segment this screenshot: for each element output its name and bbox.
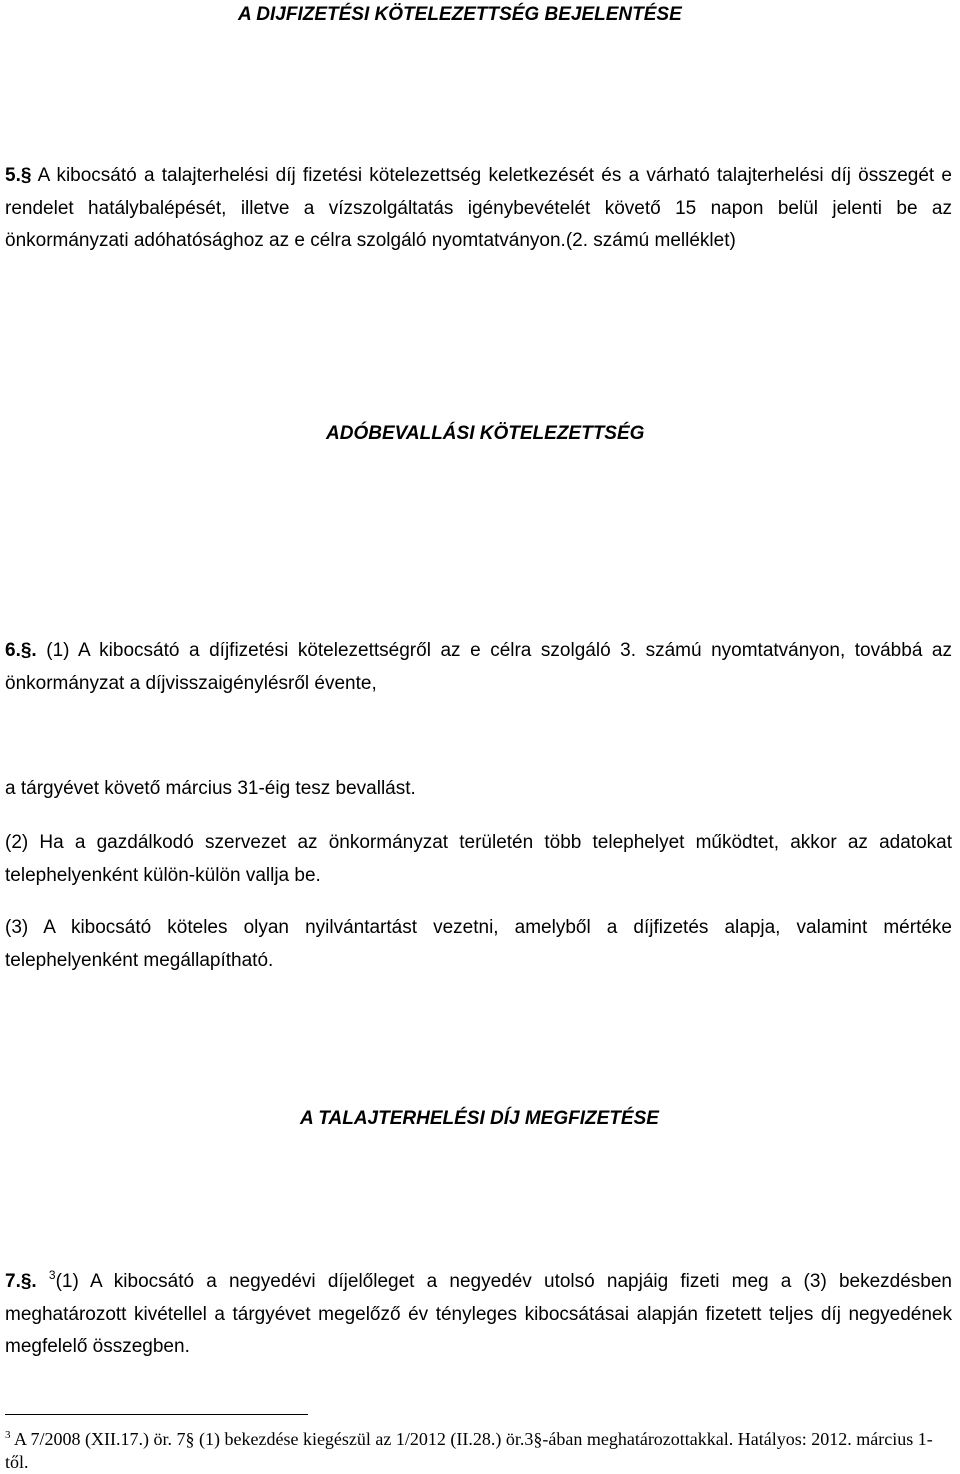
section-6-paragraph-1 — [5, 635, 952, 700]
section-6-text-1b: a tárgyévet követő március 31-éig tesz bevallást. — [5, 778, 416, 799]
footnote-separator — [5, 1414, 308, 1415]
section-6-paragraph-3 — [5, 912, 952, 977]
section-6-text-3: (3) A kibocsátó köteles olyan nyilvántartást vezetni, amelyből a díjfizetés alapja, valamint mértéke telephelyenként megállapítható. — [5, 917, 952, 971]
section-5-number: 5.§ — [5, 165, 32, 186]
section-7-paragraph — [5, 1266, 952, 1364]
section-5-paragraph — [5, 160, 952, 258]
footnote — [5, 1428, 952, 1474]
section-6-text-2: (2) Ha a gazdálkodó szervezet az önkormányzat területén több telephelyet működtet, akkor az adatokat telephelyenként külön-külön vallja be. — [5, 832, 952, 886]
section-7-footnote-ref: 3 — [48, 1268, 56, 1282]
section-5-text: A kibocsátó a talajterhelési díj fizetési kötelezettség keletkezését és a várható talajterhelési díj összegét e rendelet hatálybalépését, illetve a vízszolgáltatás igénybevételét követő 15 napon belül jelenti be az önkormányzati adóhatósághoz az e célra szolgáló nyomtatványon.(2. számú melléklet) — [5, 165, 953, 251]
section-6-text-1: (1) A kibocsátó a díjfizetési kötelezettségről az e célra szolgáló 3. számú nyomtatványon, továbbá az önkormányzat a díjvisszaigénylésről évente, — [5, 640, 952, 694]
footnote-text: A 7/2008 (XII.17.) ör. 7§ (1) bekezdése kiegészül az 1/2012 (II.28.) ör.3§-ában meghatározottakkal. Hatályos: 2012. március 1-től. — [5, 1429, 933, 1472]
heading-soil-load-fee-payment: A TALAJTERHELÉSI DÍJ MEGFIZETÉSE — [300, 1108, 659, 1129]
section-6-number: 6.§. — [5, 640, 37, 661]
section-6-paragraph-1b — [5, 773, 952, 806]
heading-fee-obligation-notice: A DIJFIZETÉSI KÖTELEZETTSÉG BEJELENTÉSE — [238, 4, 682, 25]
footnote-number: 3 — [5, 1429, 11, 1441]
heading-tax-return-obligation: ADÓBEVALLÁSI KÖTELEZETTSÉG — [326, 423, 645, 444]
section-7-text: (1) A kibocsátó a negyedévi díjelőleget a negyedév utolsó napjáig fizeti meg a (3) bekezdésben meghatározott kivétellel a tárgyévet megelőző év tényleges kibocsátásai alapján fizetett teljes díj negyedének megfelelő összegben. — [5, 1271, 953, 1357]
section-6-paragraph-2 — [5, 827, 952, 892]
section-7-number: 7.§. — [5, 1271, 37, 1292]
